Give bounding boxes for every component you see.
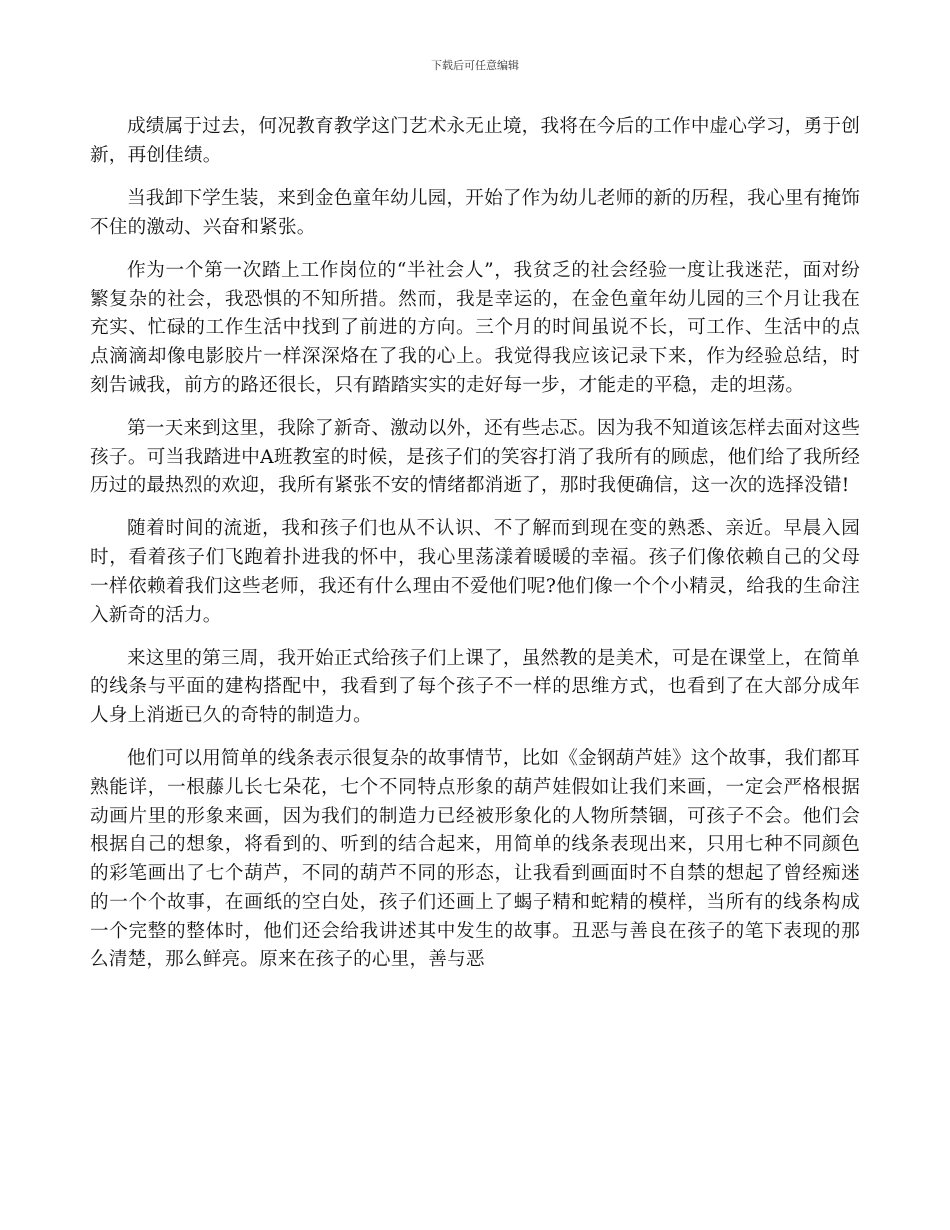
paragraph: 随着时间的流逝，我和孩子们也从不认识、不了解而到现在变的熟悉、亲近。早晨入园时，看着孩子们飞跑着扑进我的怀中，我心里荡漾着暖暖的幸福。孩子们像依赖自己的父母一样依赖着我们这些老师，我还有什么理由不爱他们呢?他们像一个个小精灵，给我的生命注入新奇的活力。: [90, 518, 860, 626]
paragraph: 当我卸下学生装，来到金色童年幼儿园，开始了作为幼儿老师的新的历程，我心里有掩饰不住的激动、兴奋和紧张。: [90, 187, 860, 238]
body-text: [90, 113, 860, 989]
paragraph: 第一天来到这里，我除了新奇、激动以外，还有些忐忑。因为我不知道该怎样去面对这些孩子。可当我踏进中A班教室的时候，是孩子们的笑容打消了我所有的顾虑，他们给了我所经历过的最热烈的欢迎，我所有紧张不安的情绪都消逝了，那时我便确信，这一次的选择没错!: [90, 417, 860, 497]
paragraph: 成绩属于过去，何况教育教学这门艺术永无止境，我将在今后的工作中虚心学习，勇于创新，再创佳绩。: [90, 116, 860, 166]
paragraph: 他们可以用简单的线条表示很复杂的故事情节，比如《金钢葫芦娃》这个故事，我们都耳熟能详，一根藤儿长七朵花，七个不同特点形象的葫芦娃假如让我们来画，一定会严格根据动画片里的形象来画，因为我们的制造力已经被形象化的人物所禁锢，可孩子不会。他们会根据自己的想象，将看到的、听到的结合起来，用简单的线条表现出来，只用七种不同颜色的彩笔画出了七个葫芦，不同的葫芦不同的形态，让我看到画面时不自禁的想起了曾经痴迷的一个个故事，在画纸的空白处，孩子们还画上了蝎子精和蛇精的模样，当所有的线条构成一个完整的整体时，他们还会给我讲述其中发生的故事。丑恶与善良在孩子的笔下表现的那么清楚，那么鲜亮。原来在孩子的心里，善与恶: [90, 748, 860, 971]
paragraph: 来这里的第三周，我开始正式给孩子们上课了，虽然教的是美术，可是在课堂上，在简单的线条与平面的建构搭配中，我看到了每个孩子不一样的思维方式，也看到了在大部分成年人身上消逝已久的奇特的制造力。: [90, 647, 860, 727]
paragraph: 作为一个第一次踏上工作岗位的“半社会人”，我贫乏的社会经验一度让我迷茫，面对纷繁复杂的社会，我恐惧的不知所措。然而，我是幸运的，在金色童年幼儿园的三个月让我在充实、忙碌的工作生活中找到了前进的方向。三个月的时间虽说不长，可工作、生活中的点点滴滴却像电影胶片一样深深烙在了我的心上。我觉得我应该记录下来，作为经验总结，时刻告诫我，前方的路还很长，只有踏踏实实的走好每一步，才能走的平稳，走的坦荡。: [90, 259, 860, 396]
header-note: 下载后可任意编辑: [431, 59, 519, 72]
